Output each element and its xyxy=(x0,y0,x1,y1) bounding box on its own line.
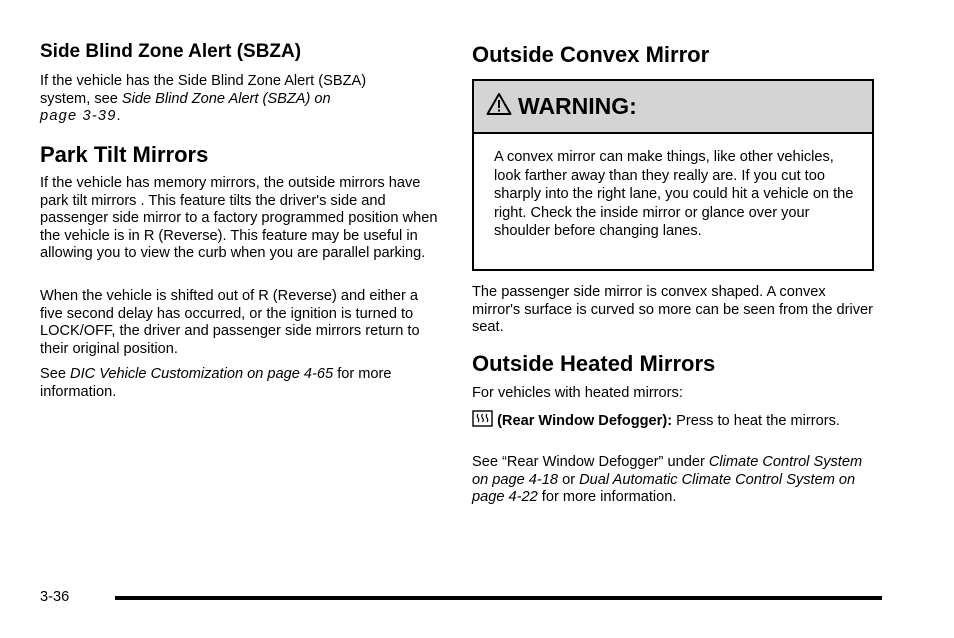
footer-rule xyxy=(115,596,882,600)
sbza-paragraph xyxy=(40,73,420,126)
park-tilt-paragraph-2: When the vehicle is shifted out of R (Reverse) and either a five second delay has occurred, or the ignition is turned to LOCK/OFF, the driver and passenger side mirrors return to their original position. xyxy=(40,288,420,357)
see-text-end: for more information. xyxy=(40,366,392,400)
see-climate-text: See “Rear Window Defogger” under xyxy=(472,454,709,470)
sbza-text-end: . xyxy=(116,108,121,125)
warning-triangle-icon xyxy=(486,92,512,121)
defogger-text: Press to heat the mirrors. xyxy=(672,413,840,429)
warning-body: A convex mirror can make things, like other vehicles, look farther away than they really are. If you cut too sharply into the right lane, you could hit a vehicle on the right. Check the inside mirror or glance over your shoulder before changing lanes. xyxy=(494,149,854,240)
park-tilt-heading: Park Tilt Mirrors xyxy=(40,142,209,167)
dual-climate-reference: Dual Automatic Climate Control System on page 4-22 xyxy=(472,471,856,506)
park-tilt-paragraph-3 xyxy=(40,366,442,401)
warning-title: WARNING: xyxy=(518,93,637,119)
or-text: or xyxy=(558,471,580,488)
dic-customization-reference: DIC Vehicle Customization on page 4-65 xyxy=(70,366,334,382)
park-tilt-paragraph-1: If the vehicle has memory mirrors, the outside mirrors have park tilt mirrors . This feature tilts the driver's side and passenger side mirror to a factory programmed position when the vehicle is in R (Reverse). This feature may be useful in allowing you to view the curb when you are parallel parking. xyxy=(40,175,438,262)
sbza-heading: Side Blind Zone Alert (SBZA) xyxy=(40,41,302,62)
rear-defogger-icon xyxy=(472,410,493,433)
sbza-reference-page: page 3-39 xyxy=(40,108,117,125)
sbza-text: If the vehicle has the Side Blind Zone Alert (SBZA) system, see xyxy=(40,73,367,107)
see-climate-text-end: for more information. xyxy=(537,489,677,506)
warning-box xyxy=(472,79,874,271)
defogger-label: (Rear Window Defogger): xyxy=(497,413,673,429)
heated-mirrors-heading: Outside Heated Mirrors xyxy=(472,351,716,376)
convex-mirror-heading: Outside Convex Mirror xyxy=(472,42,710,67)
heated-intro: For vehicles with heated mirrors: xyxy=(472,385,683,401)
warning-header xyxy=(474,81,872,134)
convex-paragraph: The passenger side mirror is convex shaped. A convex mirror's surface is curved so more can be seen from the driver seat. xyxy=(472,284,874,336)
climate-control-reference: Climate Control System on page 4-18 xyxy=(472,454,863,488)
see-climate-paragraph xyxy=(472,454,864,507)
page-number: 3-36 xyxy=(40,589,70,605)
see-text: See xyxy=(40,366,71,382)
defogger-paragraph xyxy=(472,410,852,433)
sbza-reference: Side Blind Zone Alert (SBZA) on xyxy=(121,90,331,107)
